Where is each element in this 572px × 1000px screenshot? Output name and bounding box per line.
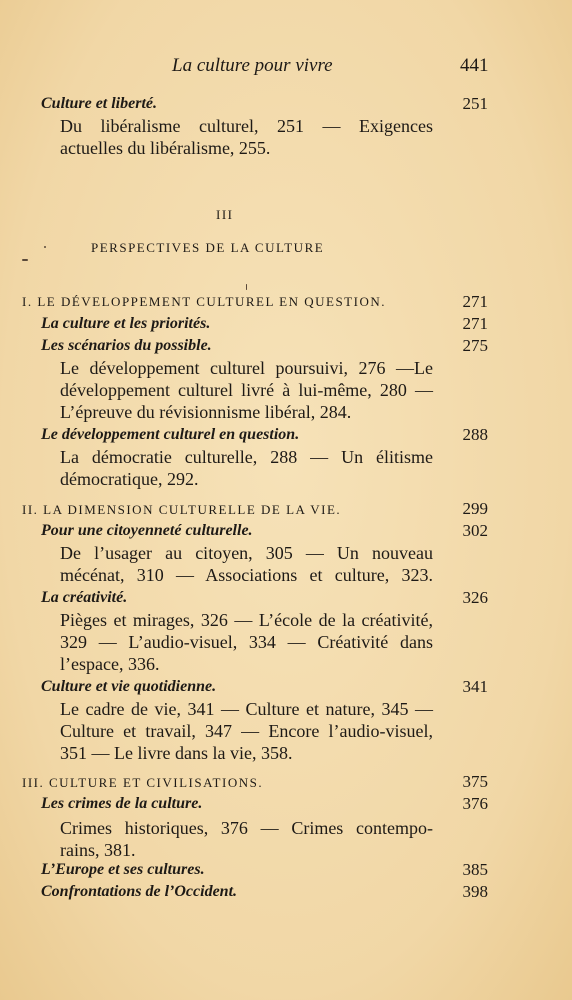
toc-entry-line: De l’usager au citoyen, 305 — Un nouveau xyxy=(60,543,433,563)
toc-entry-page: 398 xyxy=(462,882,488,901)
paper-speck xyxy=(44,246,46,248)
toc-entry-title: L’Europe et ses cultures. xyxy=(41,861,205,878)
toc-entry-page: 385 xyxy=(462,860,488,879)
toc-entry-line: Le cadre de vie, 341 — Culture et nature, 345 — xyxy=(60,699,433,719)
toc-entry-line: actuelles du libéralisme, 255. xyxy=(60,138,271,158)
paper-speck xyxy=(246,284,247,290)
chapter-page: 299 xyxy=(462,499,488,518)
toc-entry-title: Culture et vie quotidienne. xyxy=(41,678,217,695)
toc-entry-title: Le développement culturel en question. xyxy=(41,426,300,443)
toc-entry-title: La créativité. xyxy=(41,589,128,606)
toc-entry-line: Pièges et mirages, 326 — L’école de la créativité, xyxy=(60,610,433,630)
toc-entry-title: La culture et les priorités. xyxy=(41,315,211,332)
toc-entry-line: Du libéralisme culturel, 251 — Exigences xyxy=(60,116,433,136)
toc-entry-page: 288 xyxy=(462,425,488,444)
toc-entry-title: Confrontations de l’Occident. xyxy=(41,883,238,900)
toc-entry-line: 329 — L’audio-visuel, 334 — Créativité dans xyxy=(60,632,433,652)
toc-entry-line: développement culturel livré à lui-même, 280 — xyxy=(60,380,433,400)
chapter-title: II. LA DIMENSION CULTURELLE DE LA VIE. xyxy=(22,502,342,517)
toc-entry-page: 326 xyxy=(462,588,488,607)
toc-entry-page: 376 xyxy=(462,794,488,813)
toc-entry-line: Crimes historiques, 376 — Crimes contempo- xyxy=(60,818,433,838)
toc-entry-title: Culture et liberté. xyxy=(41,95,157,112)
toc-entry-line: mécénat, 310 — Associations et culture, 323. xyxy=(60,565,433,585)
toc-entry-line: Culture et travail, 347 — Encore l’audio-visuel, xyxy=(60,721,433,741)
part-number: III xyxy=(216,207,234,222)
toc-entry-line: rains, 381. xyxy=(60,840,136,860)
toc-entry-page: 271 xyxy=(462,314,488,333)
chapter-title: I. LE DÉVELOPPEMENT CULTUREL EN QUESTION. xyxy=(22,294,386,309)
toc-entry-page: 341 xyxy=(462,677,488,696)
chapter-page: 271 xyxy=(462,292,488,311)
toc-entry-line: 351 — Le livre dans la vie, 358. xyxy=(60,743,293,763)
toc-entry-line: démocratique, 292. xyxy=(60,469,199,489)
toc-entry-line: L’épreuve du révisionnisme libéral, 284. xyxy=(60,402,352,422)
toc-entry-line: La démocratie culturelle, 288 — Un élitisme xyxy=(60,447,433,467)
toc-entry-page: 275 xyxy=(462,336,488,355)
paper-speck xyxy=(22,259,28,261)
toc-entry-line: l’espace, 336. xyxy=(60,654,160,674)
part-title: PERSPECTIVES DE LA CULTURE xyxy=(91,240,325,255)
toc-entry-title: Les scénarios du possible. xyxy=(41,337,212,354)
toc-entry-title: Pour une citoyenneté culturelle. xyxy=(41,522,253,539)
chapter-page: 375 xyxy=(462,772,488,791)
running-title: La culture pour vivre xyxy=(172,55,333,76)
page-number: 441 xyxy=(460,55,489,76)
toc-entry-page: 302 xyxy=(462,521,488,540)
toc-entry-title: Les crimes de la culture. xyxy=(41,795,203,812)
chapter-title: III. CULTURE ET CIVILISATIONS. xyxy=(22,775,264,790)
toc-entry-line: Le développement culturel poursuivi, 276 —Le xyxy=(60,358,433,378)
toc-entry-page: 251 xyxy=(462,94,488,113)
